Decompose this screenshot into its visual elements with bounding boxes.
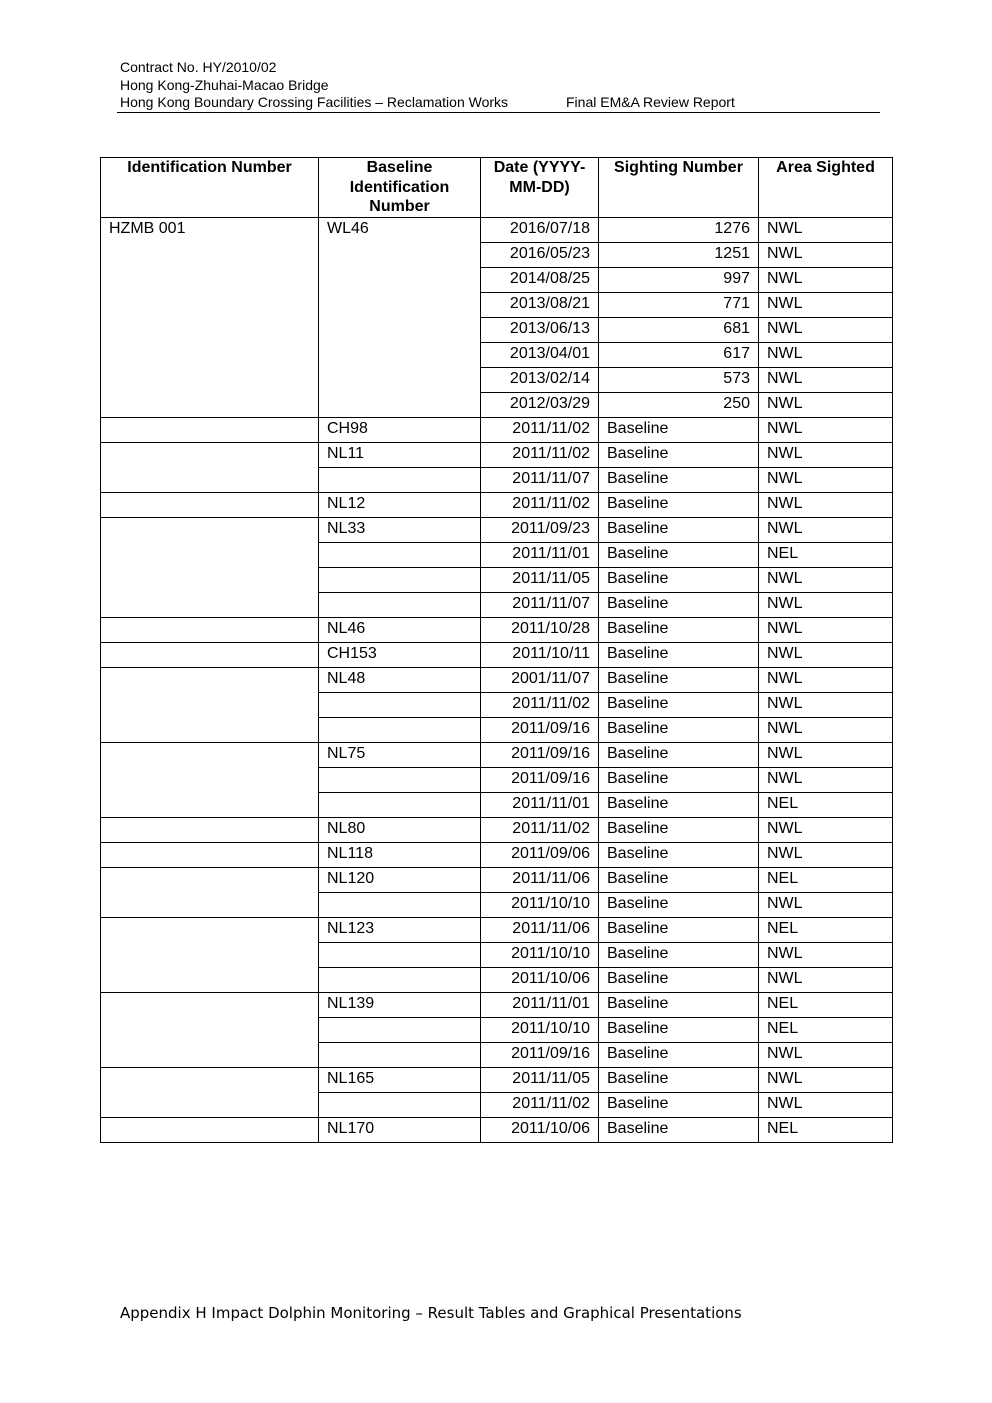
table-row: [101, 1018, 893, 1043]
header-contract: Contract No. HY/2010/02: [120, 59, 277, 75]
id-number-cell: [101, 543, 319, 568]
date-cell: 2011/10/11: [481, 643, 599, 668]
date-cell: 2011/10/28: [481, 618, 599, 643]
id-number-cell: [101, 1018, 319, 1043]
date-cell: 2011/11/02: [481, 493, 599, 518]
table-row: [101, 393, 893, 418]
sighting-number-cell: Baseline: [599, 743, 759, 768]
table-row: [101, 893, 893, 918]
area-sighted-cell: NWL: [759, 368, 893, 393]
id-number-cell: [101, 368, 319, 393]
area-sighted-cell: NWL: [759, 643, 893, 668]
area-sighted-cell: NWL: [759, 1043, 893, 1068]
baseline-id-cell: [319, 1093, 481, 1118]
id-number-cell: [101, 743, 319, 768]
sighting-number-cell: Baseline: [599, 543, 759, 568]
table-row: [101, 568, 893, 593]
sighting-number-cell: 771: [599, 293, 759, 318]
id-number-cell: [101, 1093, 319, 1118]
area-sighted-cell: NWL: [759, 468, 893, 493]
baseline-id-cell: NL11: [319, 443, 481, 468]
id-number-cell: [101, 843, 319, 868]
sighting-number-cell: Baseline: [599, 1118, 759, 1143]
area-sighted-cell: NWL: [759, 818, 893, 843]
table-row: [101, 318, 893, 343]
date-cell: 2011/10/06: [481, 968, 599, 993]
baseline-id-cell: [319, 318, 481, 343]
table-row: [101, 593, 893, 618]
sighting-number-cell: Baseline: [599, 468, 759, 493]
date-cell: 2011/10/06: [481, 1118, 599, 1143]
header-report-title: Final EM&A Review Report: [566, 94, 735, 110]
date-cell: 2011/10/10: [481, 893, 599, 918]
id-number-cell: [101, 443, 319, 468]
table-row: [101, 493, 893, 518]
date-cell: 2014/08/25: [481, 268, 599, 293]
date-cell: 2011/09/16: [481, 768, 599, 793]
sighting-number-cell: Baseline: [599, 893, 759, 918]
column-header: Identification Number: [101, 158, 319, 218]
area-sighted-cell: NWL: [759, 243, 893, 268]
column-header: Baseline Identification Number: [319, 158, 481, 218]
sighting-number-cell: Baseline: [599, 668, 759, 693]
sighting-number-cell: Baseline: [599, 993, 759, 1018]
baseline-id-cell: NL123: [319, 918, 481, 943]
area-sighted-cell: NWL: [759, 1068, 893, 1093]
area-sighted-cell: NWL: [759, 518, 893, 543]
area-sighted-cell: NWL: [759, 618, 893, 643]
table-row: [101, 1068, 893, 1093]
area-sighted-cell: NWL: [759, 443, 893, 468]
sighting-number-cell: Baseline: [599, 768, 759, 793]
baseline-id-cell: [319, 718, 481, 743]
sighting-number-cell: Baseline: [599, 1018, 759, 1043]
sighting-number-cell: Baseline: [599, 918, 759, 943]
id-number-cell: [101, 868, 319, 893]
id-number-cell: [101, 968, 319, 993]
baseline-id-cell: NL120: [319, 868, 481, 893]
baseline-id-cell: NL75: [319, 743, 481, 768]
date-cell: 2013/04/01: [481, 343, 599, 368]
area-sighted-cell: NWL: [759, 418, 893, 443]
sighting-number-cell: Baseline: [599, 443, 759, 468]
table-row: [101, 443, 893, 468]
table-row: [101, 368, 893, 393]
baseline-id-cell: [319, 893, 481, 918]
area-sighted-cell: NEL: [759, 1018, 893, 1043]
table-row: [101, 943, 893, 968]
baseline-id-cell: [319, 793, 481, 818]
date-cell: 2011/11/07: [481, 593, 599, 618]
id-number-cell: [101, 593, 319, 618]
baseline-id-cell: NL46: [319, 618, 481, 643]
id-number-cell: [101, 818, 319, 843]
baseline-id-cell: [319, 943, 481, 968]
table-row: [101, 868, 893, 893]
sighting-number-cell: Baseline: [599, 793, 759, 818]
date-cell: 2016/05/23: [481, 243, 599, 268]
date-cell: 2011/09/23: [481, 518, 599, 543]
area-sighted-cell: NWL: [759, 693, 893, 718]
baseline-id-cell: NL12: [319, 493, 481, 518]
column-header: Sighting Number: [599, 158, 759, 218]
date-cell: 2011/09/06: [481, 843, 599, 868]
column-header: Area Sighted: [759, 158, 893, 218]
id-number-cell: [101, 893, 319, 918]
date-cell: 2011/11/06: [481, 918, 599, 943]
baseline-id-cell: [319, 243, 481, 268]
table-row: [101, 1118, 893, 1143]
id-number-cell: [101, 1068, 319, 1093]
date-cell: 2013/06/13: [481, 318, 599, 343]
table-row: [101, 543, 893, 568]
table-row: [101, 918, 893, 943]
table-row: [101, 643, 893, 668]
baseline-id-cell: [319, 1043, 481, 1068]
sighting-number-cell: Baseline: [599, 968, 759, 993]
table-row: [101, 818, 893, 843]
sighting-number-cell: Baseline: [599, 643, 759, 668]
sighting-number-cell: 617: [599, 343, 759, 368]
area-sighted-cell: NEL: [759, 543, 893, 568]
date-cell: 2011/09/16: [481, 743, 599, 768]
baseline-id-cell: NL80: [319, 818, 481, 843]
baseline-id-cell: [319, 268, 481, 293]
table-row: [101, 518, 893, 543]
table-row: [101, 843, 893, 868]
area-sighted-cell: NWL: [759, 668, 893, 693]
header-works: Hong Kong Boundary Crossing Facilities – Reclamation Works: [120, 94, 509, 110]
date-cell: 2013/08/21: [481, 293, 599, 318]
area-sighted-cell: NWL: [759, 593, 893, 618]
baseline-id-cell: [319, 393, 481, 418]
date-cell: 2012/03/29: [481, 393, 599, 418]
page-footer: Appendix H Impact Dolphin Monitoring – Result Tables and Graphical Presentations: [120, 1304, 742, 1322]
date-cell: 2011/11/05: [481, 1068, 599, 1093]
id-number-cell: [101, 1118, 319, 1143]
sighting-number-cell: Baseline: [599, 693, 759, 718]
id-number-cell: [101, 693, 319, 718]
id-number-cell: [101, 393, 319, 418]
sighting-number-cell: Baseline: [599, 1093, 759, 1118]
area-sighted-cell: NWL: [759, 718, 893, 743]
baseline-id-cell: NL170: [319, 1118, 481, 1143]
table-row: [101, 468, 893, 493]
id-number-cell: [101, 618, 319, 643]
date-cell: 2011/11/01: [481, 793, 599, 818]
baseline-id-cell: NL165: [319, 1068, 481, 1093]
date-cell: 2013/02/14: [481, 368, 599, 393]
baseline-id-cell: [319, 693, 481, 718]
date-cell: 2011/11/07: [481, 468, 599, 493]
baseline-id-cell: [319, 343, 481, 368]
sighting-number-cell: Baseline: [599, 518, 759, 543]
date-cell: 2011/11/02: [481, 1093, 599, 1118]
baseline-id-cell: [319, 568, 481, 593]
area-sighted-cell: NWL: [759, 568, 893, 593]
header-project: Hong Kong-Zhuhai-Macao Bridge: [120, 77, 329, 93]
area-sighted-cell: NEL: [759, 918, 893, 943]
date-cell: 2011/10/10: [481, 943, 599, 968]
date-cell: 2011/11/06: [481, 868, 599, 893]
id-number-cell: [101, 993, 319, 1018]
sighting-number-cell: Baseline: [599, 593, 759, 618]
baseline-id-cell: [319, 368, 481, 393]
area-sighted-cell: NWL: [759, 1093, 893, 1118]
baseline-id-cell: [319, 293, 481, 318]
sighting-number-cell: Baseline: [599, 493, 759, 518]
sighting-number-cell: Baseline: [599, 1068, 759, 1093]
baseline-id-cell: NL48: [319, 668, 481, 693]
area-sighted-cell: NWL: [759, 968, 893, 993]
table-row: [101, 268, 893, 293]
id-number-cell: [101, 468, 319, 493]
baseline-id-cell: [319, 968, 481, 993]
date-cell: 2011/11/02: [481, 443, 599, 468]
area-sighted-cell: NWL: [759, 843, 893, 868]
area-sighted-cell: NWL: [759, 318, 893, 343]
sighting-number-cell: 1251: [599, 243, 759, 268]
baseline-id-cell: [319, 1018, 481, 1043]
id-number-cell: [101, 668, 319, 693]
sighting-number-cell: Baseline: [599, 943, 759, 968]
date-cell: 2016/07/18: [481, 218, 599, 243]
area-sighted-cell: NWL: [759, 268, 893, 293]
table-row: [101, 418, 893, 443]
id-number-cell: [101, 518, 319, 543]
area-sighted-cell: NWL: [759, 493, 893, 518]
area-sighted-cell: NEL: [759, 868, 893, 893]
id-number-cell: [101, 1043, 319, 1068]
table-row: [101, 968, 893, 993]
table-row: [101, 693, 893, 718]
header-rule: [117, 112, 880, 113]
date-cell: 2011/11/05: [481, 568, 599, 593]
baseline-id-cell: [319, 593, 481, 618]
id-number-cell: [101, 418, 319, 443]
sighting-number-cell: Baseline: [599, 718, 759, 743]
area-sighted-cell: NEL: [759, 1118, 893, 1143]
baseline-id-cell: NL118: [319, 843, 481, 868]
table-row: [101, 993, 893, 1018]
id-number-cell: [101, 643, 319, 668]
table-row: [101, 243, 893, 268]
dolphin-sighting-table: [100, 157, 893, 1143]
id-number-cell: [101, 493, 319, 518]
baseline-id-cell: CH98: [319, 418, 481, 443]
id-number-cell: [101, 318, 319, 343]
id-number-cell: [101, 268, 319, 293]
sighting-number-cell: 681: [599, 318, 759, 343]
baseline-id-cell: CH153: [319, 643, 481, 668]
id-number-cell: [101, 718, 319, 743]
date-cell: 2011/09/16: [481, 718, 599, 743]
area-sighted-cell: NWL: [759, 343, 893, 368]
area-sighted-cell: NWL: [759, 393, 893, 418]
id-number-cell: [101, 768, 319, 793]
sighting-number-cell: Baseline: [599, 818, 759, 843]
baseline-id-cell: NL139: [319, 993, 481, 1018]
sighting-number-cell: 997: [599, 268, 759, 293]
sighting-number-cell: Baseline: [599, 618, 759, 643]
date-cell: 2011/11/02: [481, 418, 599, 443]
id-number-cell: [101, 568, 319, 593]
date-cell: 2011/10/10: [481, 1018, 599, 1043]
table-row: [101, 1043, 893, 1068]
table-row: [101, 1093, 893, 1118]
date-cell: 2011/11/01: [481, 993, 599, 1018]
id-number-cell: HZMB 001: [101, 218, 319, 243]
table-row: [101, 218, 893, 243]
sighting-number-cell: 1276: [599, 218, 759, 243]
table-row: [101, 768, 893, 793]
area-sighted-cell: NWL: [759, 943, 893, 968]
sighting-number-cell: Baseline: [599, 418, 759, 443]
area-sighted-cell: NWL: [759, 893, 893, 918]
table-row: [101, 293, 893, 318]
id-number-cell: [101, 793, 319, 818]
table-row: [101, 343, 893, 368]
sighting-number-cell: Baseline: [599, 568, 759, 593]
id-number-cell: [101, 943, 319, 968]
column-header: Date (YYYY-MM-DD): [481, 158, 599, 218]
baseline-id-cell: [319, 768, 481, 793]
sighting-number-cell: Baseline: [599, 1043, 759, 1068]
area-sighted-cell: NWL: [759, 293, 893, 318]
id-number-cell: [101, 293, 319, 318]
sighting-number-cell: Baseline: [599, 843, 759, 868]
sighting-number-cell: Baseline: [599, 868, 759, 893]
table-row: [101, 743, 893, 768]
area-sighted-cell: NWL: [759, 743, 893, 768]
table-row: [101, 618, 893, 643]
table-row: [101, 718, 893, 743]
date-cell: 2011/09/16: [481, 1043, 599, 1068]
table-row: [101, 793, 893, 818]
sighting-number-cell: 573: [599, 368, 759, 393]
id-number-cell: [101, 243, 319, 268]
area-sighted-cell: NWL: [759, 218, 893, 243]
baseline-id-cell: [319, 543, 481, 568]
table-header-row: [101, 158, 893, 218]
baseline-id-cell: [319, 468, 481, 493]
area-sighted-cell: NWL: [759, 768, 893, 793]
id-number-cell: [101, 343, 319, 368]
baseline-id-cell: NL33: [319, 518, 481, 543]
date-cell: 2001/11/07: [481, 668, 599, 693]
baseline-id-cell: WL46: [319, 218, 481, 243]
area-sighted-cell: NEL: [759, 993, 893, 1018]
date-cell: 2011/11/02: [481, 818, 599, 843]
date-cell: 2011/11/02: [481, 693, 599, 718]
id-number-cell: [101, 918, 319, 943]
date-cell: 2011/11/01: [481, 543, 599, 568]
sighting-number-cell: 250: [599, 393, 759, 418]
table-row: [101, 668, 893, 693]
area-sighted-cell: NEL: [759, 793, 893, 818]
